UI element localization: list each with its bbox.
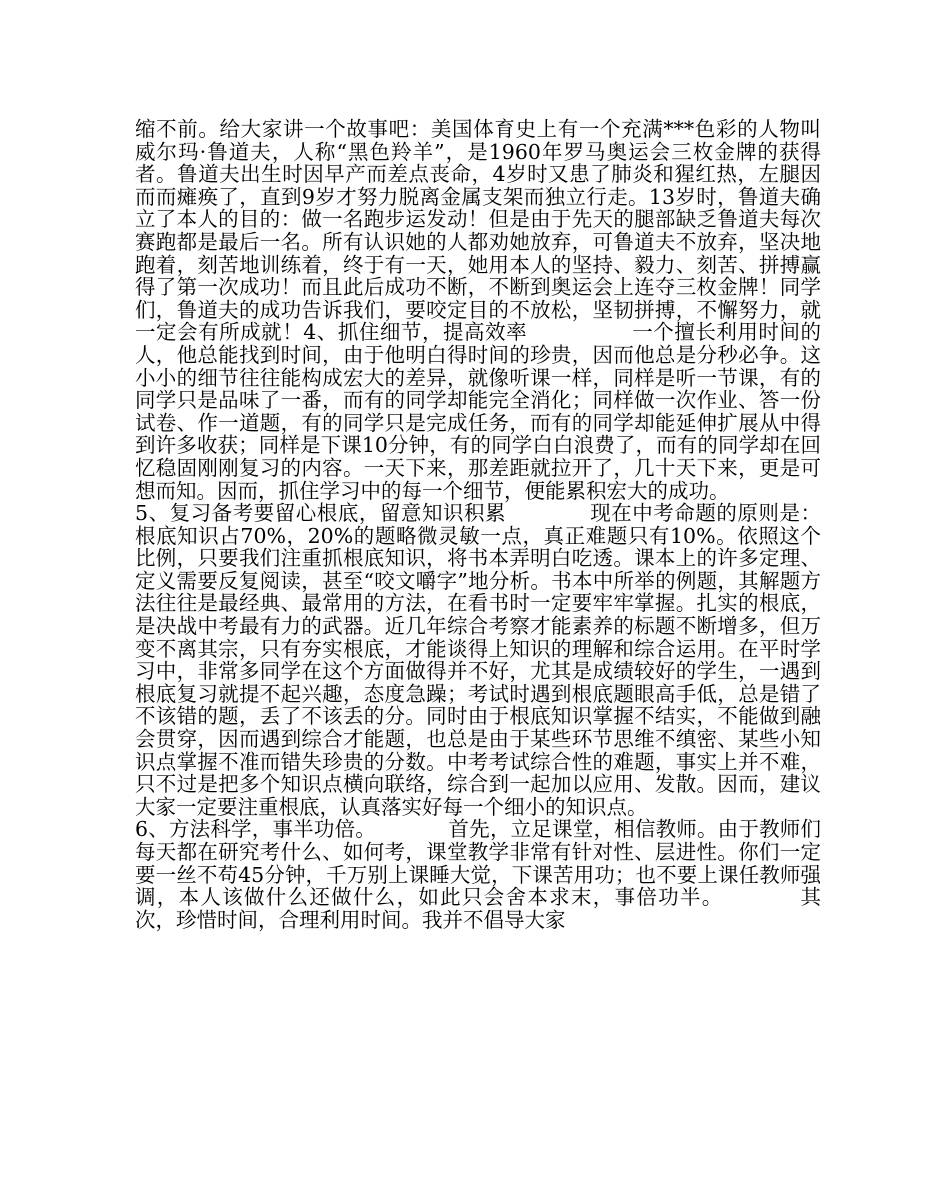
paragraph-method: 6、方法科学，事半功倍。 首先，立足课堂，相信教师。由于教师们每天都在研究考什么、如何考，课堂教学非常有针对性、层进性。你们一定要一丝不苟45分钟，千万别上课睡大觉，下课苦用功；也不要上课任教师强调，本人该做什么还做什么，如此只会舍本求末，事倍功半。 其次，珍惜时间，合理利用时间。我并不倡导大家 [135,817,821,932]
body-text [135,118,821,931]
paragraph-story: 缩不前。给大家讲一个故事吧：美国体育史上有一个充满***色彩的人物叫威尔玛·鲁道夫，人称“黑色羚羊”，是1960年罗马奥运会三枚金牌的获得者。鲁道夫出生时因早产而差点丧命，4岁时又患了肺炎和猩红热，左腿因而而瘫痪了，直到9岁才努力脱离金属支架而独立行走。13岁时，鲁道夫确立了本人的目的：做一名跑步运发动！但是由于先天的腿部缺乏鲁道夫每次赛跑都是最后一名。所有认识她的人都劝她放弃，可鲁道夫不放弃，坚决地跑着，刻苦地训练着，终于有一天，她用本人的坚持、毅力、刻苦、拼搏赢得了第一次成功！而且此后成功不断，不断到奥运会上连夺三枚金牌！同学们，鲁道夫的成功告诉我们，要咬定目的不放松，坚韧拼搏，不懈努力，就一定会有所成就！4、抓住细节，提高效率 一个擅长利用时间的人，他总能找到时间，由于他明白得时间的珍贵，因而他总是分秒必争。这小小的细节往往能构成宏大的差异，就像听课一样，同样是听一节课，有的同学只是品味了一番，而有的同学却能完全消化；同样做一次作业、答一份试卷、作一道题，有的同学只是完成任务，而有的同学却能延伸扩展从中得到许多收获；同样是下课10分钟，有的同学白白浪费了，而有的同学却在回忆稳固刚刚复习的内容。一天下来，那差距就拉开了，几十天下来，更是可想而知。因而，抓住学习中的每一个细节，便能累积宏大的成功。 [135,117,821,503]
paragraph-foundation: 5、复习备考要留心根底，留意知识积累 现在中考命题的原则是：根底知识占70%，20%的题略微灵敏一点，真正难题只有10%。依照这个比例，只要我们注重抓根底知识，将书本弄明白吃透。课本上的许多定理、定义需要反复阅读，甚至“咬文嚼字”地分析。书本中所举的例题，其解题方法往往是最经典、最常用的方法，在看书时一定要牢牢掌握。扎实的根底，是决战中考最有力的武器。近几年综合考察才能素养的标题不断增多，但万变不离其宗，只有夯实根底，才能谈得上知识的理解和综合运用。在平时学习中，非常多同学在这个方面做得并不好，尤其是成绩较好的学生，一遇到根底复习就提不起兴趣，态度急躁；考试时遇到根底题眼高手低，总是错了不该错的题，丢了不该丢的分。同时由于根底知识掌握不结实，不能做到融会贯穿，因而遇到综合才能题，也总是由于某些环节思维不缜密、某些小知识点掌握不准而错失珍贵的分数。中考考试综合性的难题，事实上并不难，只不过是把多个知识点横向联络，综合到一起加以应用、发散。因而，建议大家一定要注重根底，认真落实好每一个细小的知识点。 [135,501,821,819]
